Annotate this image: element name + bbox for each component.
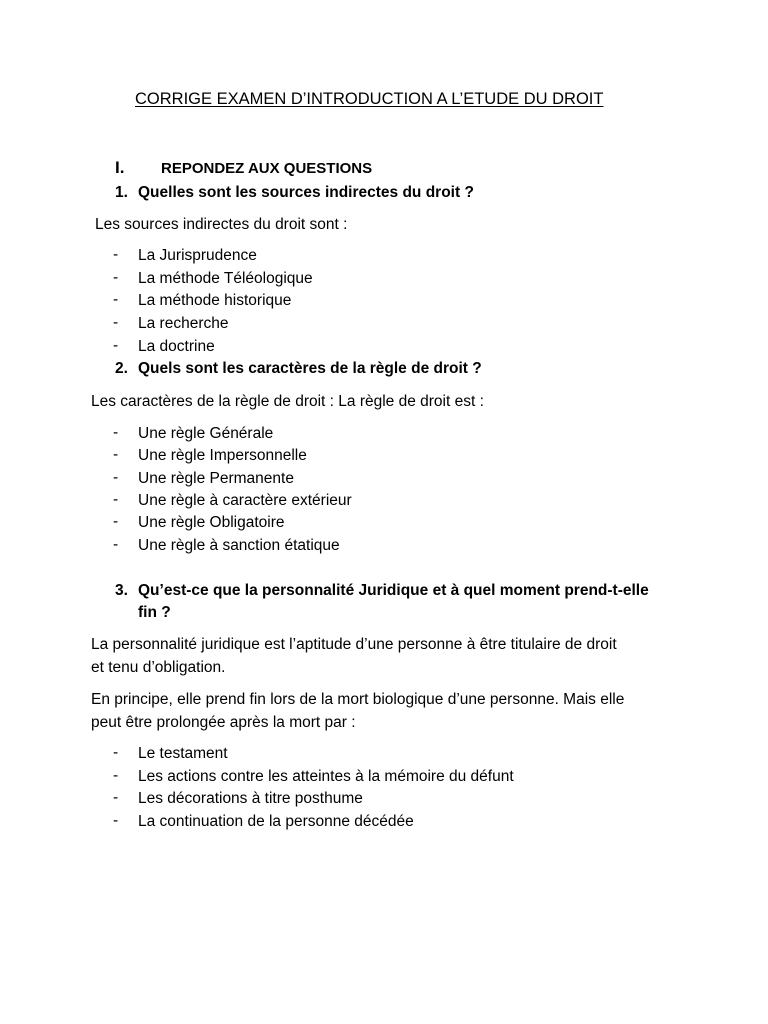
list-item (0, 513, 768, 533)
list-item-text: Une règle à sanction étatique (138, 537, 340, 554)
bullet-dash: - (113, 269, 119, 286)
list-item-text: Une règle Permanente (138, 470, 294, 487)
list-item (0, 491, 768, 511)
list-item-text: La continuation de la personne décédée (138, 813, 414, 830)
document-title: CORRIGE EXAMEN D’INTRODUCTION A L’ETUDE DU DROIT (135, 90, 604, 108)
q2-number: 2. (115, 360, 128, 377)
bullet-dash: - (113, 789, 119, 806)
list-item-text: La méthode historique (138, 292, 292, 309)
bullet-dash: - (113, 337, 119, 354)
list-item-text: Une règle Obligatoire (138, 514, 285, 531)
section-heading: REPONDEZ AUX QUESTIONS (161, 160, 373, 177)
list-item (0, 424, 768, 444)
bullet-dash: - (113, 246, 119, 263)
bullet-dash: - (113, 424, 119, 441)
list-item (0, 246, 768, 266)
list-item (0, 812, 768, 832)
list-item (0, 269, 768, 289)
list-item-text: La Jurisprudence (138, 247, 257, 264)
q3-paragraph-1-line2: et tenu d’obligation. (91, 659, 226, 676)
list-item-text: Une règle à caractère extérieur (138, 492, 352, 509)
q3-paragraph-2-line2: peut être prolongée après la mort par : (91, 714, 356, 731)
bullet-dash: - (113, 291, 119, 308)
q2-question: Quels sont les caractères de la règle de droit ? (138, 360, 482, 377)
q3-paragraph-2-line1: En principe, elle prend fin lors de la mort biologique d’une personne. Mais elle (91, 691, 625, 708)
list-item (0, 291, 768, 311)
q3-number: 3. (115, 582, 128, 599)
q3-question-line1: Qu’est-ce que la personnalité Juridique et à quel moment prend-t-elle (138, 582, 649, 599)
list-item-text: La méthode Téléologique (138, 270, 313, 287)
bullet-dash: - (113, 314, 119, 331)
q1-question: Quelles sont les sources indirectes du droit ? (138, 184, 474, 201)
section-number: I. (115, 158, 125, 177)
list-item (0, 789, 768, 809)
q1-number: 1. (115, 184, 128, 201)
bullet-dash: - (113, 536, 119, 553)
q2-intro: Les caractères de la règle de droit : La règle de droit est : (91, 393, 484, 410)
list-item (0, 337, 768, 357)
bullet-dash: - (113, 812, 119, 829)
list-item (0, 469, 768, 489)
list-item (0, 536, 768, 556)
list-item (0, 446, 768, 466)
list-item-text: Une règle Impersonnelle (138, 447, 307, 464)
q3-question-line2: fin ? (138, 604, 171, 621)
list-item-text: Une règle Générale (138, 425, 274, 442)
list-item-text: Les décorations à titre posthume (138, 790, 363, 807)
list-item-text: La recherche (138, 315, 229, 332)
q3-paragraph-1-line1: La personnalité juridique est l’aptitude d’une personne à être titulaire de droit (91, 636, 617, 653)
q1-intro: Les sources indirectes du droit sont : (95, 216, 348, 233)
list-item-text: La doctrine (138, 338, 215, 355)
bullet-dash: - (113, 491, 119, 508)
list-item (0, 767, 768, 787)
list-item (0, 744, 768, 764)
list-item-text: Le testament (138, 745, 228, 762)
list-item (0, 314, 768, 334)
list-item-text: Les actions contre les atteintes à la mémoire du défunt (138, 768, 514, 785)
bullet-dash: - (113, 446, 119, 463)
bullet-dash: - (113, 513, 119, 530)
bullet-dash: - (113, 744, 119, 761)
bullet-dash: - (113, 767, 119, 784)
bullet-dash: - (113, 469, 119, 486)
